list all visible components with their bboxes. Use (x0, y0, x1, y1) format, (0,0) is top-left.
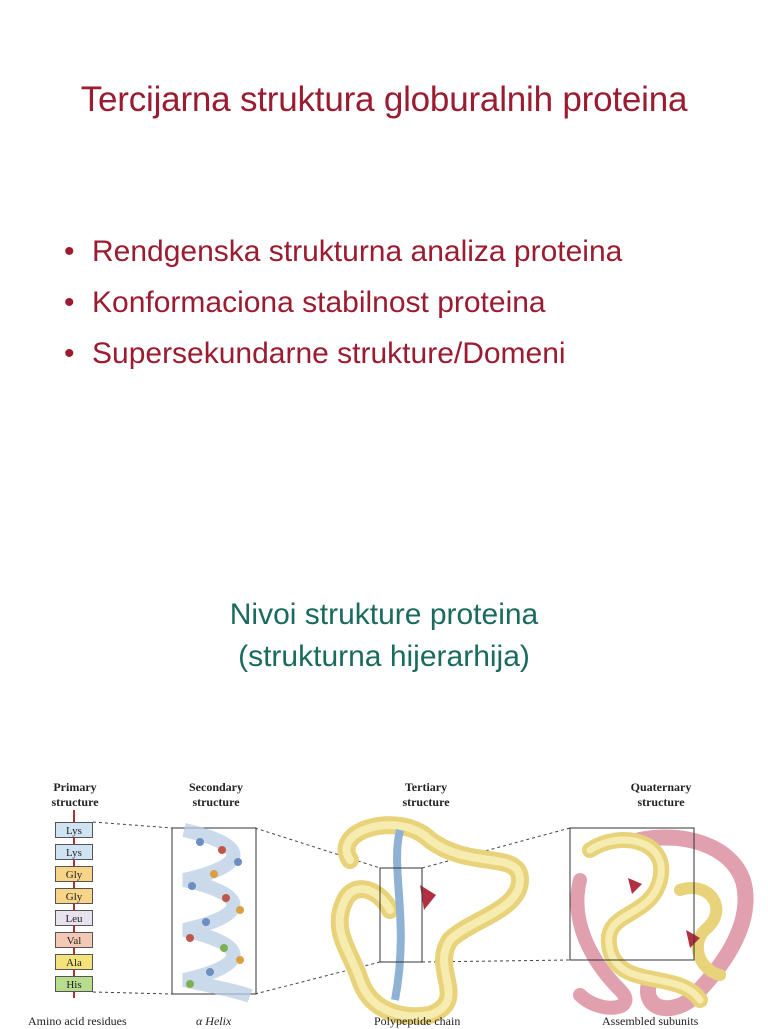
residue-box: Ala (55, 954, 93, 970)
bullet-item (64, 328, 622, 379)
alpha-helix (184, 830, 250, 996)
primary-caption: Amino acid residues (28, 1014, 127, 1028)
bullet-dot: • (64, 235, 75, 268)
subtitle-line-1: Nivoi strukture proteina (229, 598, 539, 631)
secondary-caption: α Helix (196, 1014, 232, 1028)
quaternary-ribbons (577, 837, 745, 1008)
secondary-title: Secondary structure (189, 780, 243, 809)
residue-box: Gly (55, 866, 93, 882)
bullet-item (64, 277, 622, 328)
section-subtitle (0, 594, 768, 678)
bullet-text: Supersekundarne strukture/Domeni (92, 337, 566, 370)
quaternary-caption: Assembled subunits (602, 1014, 699, 1028)
residue-box: Lys (55, 822, 93, 838)
bullet-item (64, 226, 622, 277)
residue-box: Lys (55, 844, 93, 860)
bullet-text: Konformaciona stabilnost proteina (92, 286, 546, 319)
tertiary-ribbon (340, 825, 520, 1016)
quaternary-title: Quaternary structure (630, 780, 692, 809)
residue-box: His (55, 976, 93, 992)
primary-title: Primary structure (51, 780, 99, 809)
residue-box: Val (55, 932, 93, 948)
subtitle-line-2: (strukturna hijerarhija) (238, 640, 530, 673)
protein-structure-figure (0, 770, 768, 1028)
bullet-dot: • (64, 337, 75, 370)
residue-box: Gly (55, 888, 93, 904)
slide-title: Tercijarna struktura globuralnih proteina (80, 80, 688, 119)
bullet-text: Rendgenska strukturna analiza proteina (92, 235, 623, 268)
residue-box: Leu (55, 910, 93, 926)
tertiary-caption: Polypeptide chain (374, 1014, 461, 1028)
tertiary-title: Tertiary structure (402, 780, 450, 809)
bullet-dot: • (64, 286, 75, 319)
bullet-list (64, 226, 622, 379)
